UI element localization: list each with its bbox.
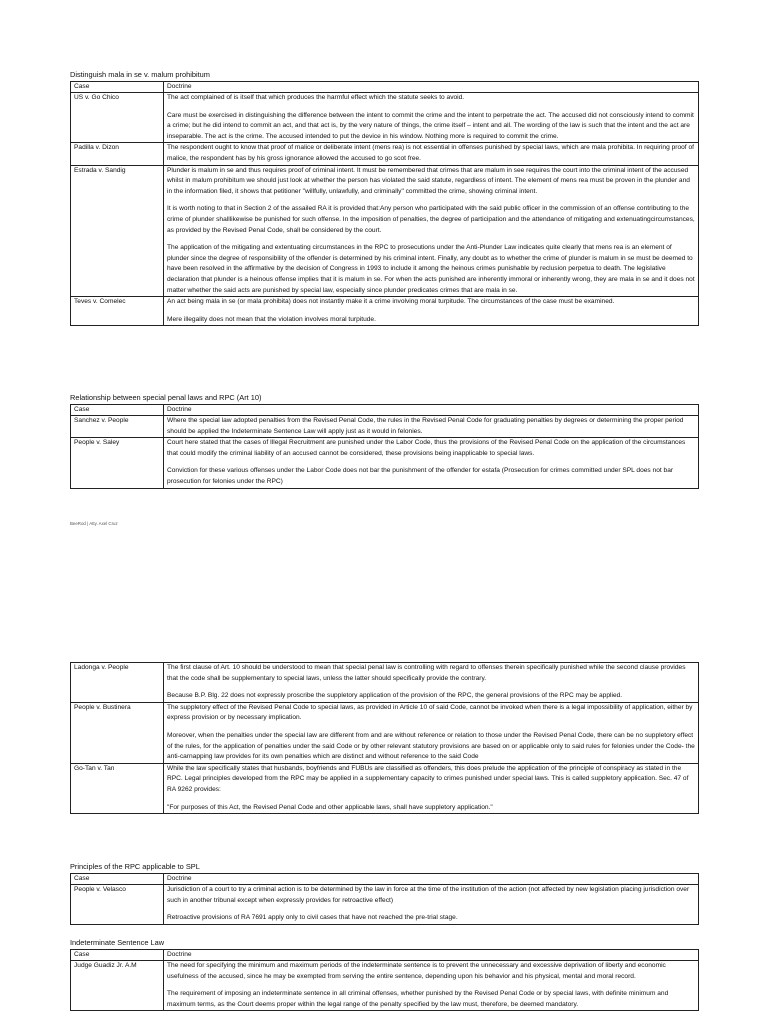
doctrine-paragraph: The respondent ought to know that proof of malice or deliberate intent (mens rea) is not essential in offenses punished by special laws, which are mala prohibita. In requiring proof of malice, the respondent has by his gross ignorance allowed the accused to go scot free.: [167, 144, 694, 162]
case-name-cell: Go-Tan v. Tan: [71, 763, 164, 813]
doctrine-cell: [164, 702, 699, 763]
table-header-row: [71, 874, 699, 885]
case-name-cell: Teves v. Comelec: [71, 297, 164, 326]
doctrine-cell: [164, 438, 699, 488]
table-row: [71, 416, 699, 438]
column-header-case: Case: [71, 874, 164, 885]
doctrine-paragraph: Where the special law adopted penalties from the Revised Penal Code, the rules in the Revised Penal Code for graduating penalties by degrees or determining the proper period should be applied the Indeterminate Sentence Law will apply just as it would in felonies.: [167, 417, 684, 435]
doctrine-paragraph: Moreover, when the penalties under the special law are different from and are without reference or relation to those under the Revised Penal Code, there can be no suppletory effect of the rules, for the application of penalties under the said Code or by other relevant statutory provisions are based on or applicable only to said rules for felonies under the Code- the anti-carnapping law provides for its own penalties which are distinct and without reference to the said Code: [167, 731, 695, 761]
table-row: [71, 165, 699, 297]
table-header-row: [71, 950, 699, 961]
doctrine-cell: [164, 93, 699, 143]
doctrine-paragraph: The requirement of imposing an indeterminate sentence in all criminal offenses, whether punished by the Revised Penal Code or by special laws, with definite minimum and maximum terms, as the Court deems proper within the legal range of the penalty specified by the law must, therefore, be deemed mandatory.: [167, 990, 669, 1008]
page-footer: BeeRod | Atty. Axel Cruz: [70, 521, 118, 526]
table-row: [71, 702, 699, 763]
doctrine-cell: [164, 297, 699, 326]
case-name-cell: Sanchez v. People: [71, 416, 164, 438]
section-title-mala-in-se: Distinguish mala in se v. malum prohibitum: [70, 70, 210, 79]
doctrine-paragraph: Mere illegality does not mean that the violation involves moral turpitude.: [167, 315, 376, 323]
table-row: [71, 885, 699, 925]
doctrine-cell: [164, 143, 699, 165]
column-header-case: Case: [71, 950, 164, 961]
doctrine-paragraph: Because B.P. Blg. 22 does not expressly proscribe the suppletory application of the provision of the RPC, the general provisions of the RPC may be applied.: [167, 692, 623, 700]
doctrine-paragraph: The act complained of is itself that which produces the harmful effect which the statute seeks to avoid.: [167, 94, 465, 101]
doctrine-paragraph: Court here stated that the cases of Illegal Recruitment are punished under the Labor Code, thus the provisions of the Revised Penal Code on the application of the circumstances that could modify the criminal liability of an accused cannot be considered, these provisions being inapplicable to special laws.: [167, 439, 686, 457]
case-name-cell: People v. Saley: [71, 438, 164, 488]
case-name-cell: People v. Bustinera: [71, 702, 164, 763]
column-header-case: Case: [71, 405, 164, 416]
table-row: [71, 663, 699, 703]
section-title-special-penal-laws: Relationship between special penal laws and RPC (Art 10): [70, 393, 262, 402]
doctrine-paragraph: Conviction for these various offenses under the Labor Code does not bar the punishment of the offender for estafa (Prosecution for crimes committed under SPL does not bar prosecution for felonies under the RPC): [167, 467, 674, 485]
doctrine-cell: [164, 961, 699, 1011]
table-suppletory-application: [70, 662, 699, 814]
case-name-cell: US v. Go Chico: [71, 93, 164, 143]
table-header-row: [71, 82, 699, 93]
table-row: [71, 143, 699, 165]
doctrine-paragraph: The need for specifying the minimum and maximum periods of the indeterminate sentence is to prevent the unnecessary and excessive deprivation of liberty and economic usefulness of the accused, since he may be exempted from serving the entire sentence, depending upon his behavior and his physical, mental and moral record.: [167, 962, 666, 980]
doctrine-paragraph: It is worth noting to that in Section 2 of the assailed RA it is provided that:Any person who participated with the said public officer in the commission of an offense contributing to the crime of plunder shalllikewise be punished for such offense. In the imposition of penalties, the degree of participation and the attendance of mitigating and extenuatingcircumstances, as provided by the Revised Penal Code, shall be considered by the court.: [167, 205, 695, 234]
doctrine-cell: [164, 416, 699, 438]
column-header-doctrine: Doctrine: [164, 82, 699, 93]
doctrine-cell: [164, 885, 699, 925]
doctrine-paragraph: The first clause of Art. 10 should be understood to mean that special penal law is controlling with regard to offenses therein specifically punished while the second clause provides that the code shall be supplementary to special laws, unless the latter should specifically provide the contrary.: [167, 664, 686, 682]
doctrine-paragraph: The application of the mitigating and extentuating circumstances in the RPC to prosecutions under the Anti-Plunder Law indicates quite clearly that mens rea is an element of plunder since the degree of responsibility of the offender is determined by his criminal intent. Finally, any doubt as to whether the crime of plunder is malum in se must be deemed to have been resolved in the affirmative by the decision of Congress in 1993 to include it among the heinous crimes punishable by reclusion perpetua to death. The legislative declaration that plunder is a heinous offense implies that it is malum in se. For when the acts punished are inherently immoral or inherently wrong, they are mala in se and it does not matter whether the said acts are punished by special law, especially since plunder predicates crimes that are mala in se.: [167, 244, 695, 294]
doctrine-paragraph: "For purposes of this Act, the Revised Penal Code and other applicable laws, shall have suppletory application.": [167, 803, 493, 811]
doctrine-paragraph: Jurisdiction of a court to try a criminal action is to be determined by the law in force at the time of the institution of the action (not affected by new legislation placing jurisdiction over such in another tribunal except when expressly provides for retroactive effect): [167, 886, 690, 904]
table-indeterminate-sentence: [70, 949, 699, 1011]
column-header-doctrine: Doctrine: [164, 874, 699, 885]
table-rpc-principles: [70, 873, 699, 925]
doctrine-paragraph: Plunder is malum in se and thus requires proof of criminal intent. It must be remembered that crimes that are malum in see requires the court into the criminal intent of the accused whilst in malum prohibitum we should just look at whether the person has violated the said statute, regardless of intent. The element of mens rea must be proven in the plunder and in the information filed, it shows that petitioner "willfully, unlawfully, and criminally" committed the crime, showing criminal intent.: [167, 166, 690, 195]
case-name-cell: Judge Guadiz Jr. A.M: [71, 961, 164, 1011]
table-row: [71, 961, 699, 1011]
table-header-row: [71, 405, 699, 416]
case-name-cell: Estrada v. Sandig: [71, 165, 164, 297]
column-header-doctrine: Doctrine: [164, 405, 699, 416]
table-row: [71, 438, 699, 488]
doctrine-paragraph: Retroactive provisions of RA 7691 apply only to civil cases that have not reached the pre-trial stage.: [167, 914, 458, 922]
case-name-cell: Ladonga v. People: [71, 663, 164, 703]
doctrine-paragraph: An act being mala in se (or mala prohibita) does not instantly make it a crime involving moral turpitude. The circumstances of the case must be examined.: [167, 298, 615, 306]
doctrine-cell: [164, 663, 699, 703]
doctrine-paragraph: The suppletory effect of the Revised Penal Code to special laws, as provided in Article 10 of said Code, cannot be invoked when there is a legal impossibility of application, either by express provision or by necessary implication.: [167, 703, 693, 722]
table-row: [71, 93, 699, 143]
column-header-doctrine: Doctrine: [164, 950, 699, 961]
table-row: [71, 763, 699, 813]
doctrine-cell: [164, 165, 699, 297]
case-name-cell: Padilla v. Dizon: [71, 143, 164, 165]
case-name-cell: People v. Velasco: [71, 885, 164, 925]
doctrine-paragraph: Care must be exercised in distinguishing the difference between the intent to commit the crime and the intent to perpetrate the act. The accused did not consciously intend to commit a crime; but he did intend to commit an act, and that act is, by the very nature of things, the crime itself – intent and all. The wording of the law is such that the intent and the act are inseparable. The act is the crime. The accused intended to put the device in his window. Nothing more is required to commit the crime.: [167, 111, 694, 140]
doctrine-paragraph: While the law specifically states that husbands, boyfriends and FUBUs are classified as offenders, this does prelude the application of the principle of conspiracy as stated in the RPC. Legal principles developed from the RPC may be applied in a supplementary capacity to crimes punished under special laws. This is called suppletory application. Sec. 47 of RA 9262 provides:: [167, 764, 689, 793]
section-title-rpc-principles: Principles of the RPC applicable to SPL: [70, 862, 200, 871]
table-special-penal-laws: [70, 404, 699, 489]
table-mala-in-se: [70, 81, 699, 326]
section-title-indeterminate-sentence: Indeterminate Sentence Law: [70, 938, 165, 947]
table-row: [71, 297, 699, 326]
doctrine-cell: [164, 763, 699, 813]
column-header-case: Case: [71, 82, 164, 93]
